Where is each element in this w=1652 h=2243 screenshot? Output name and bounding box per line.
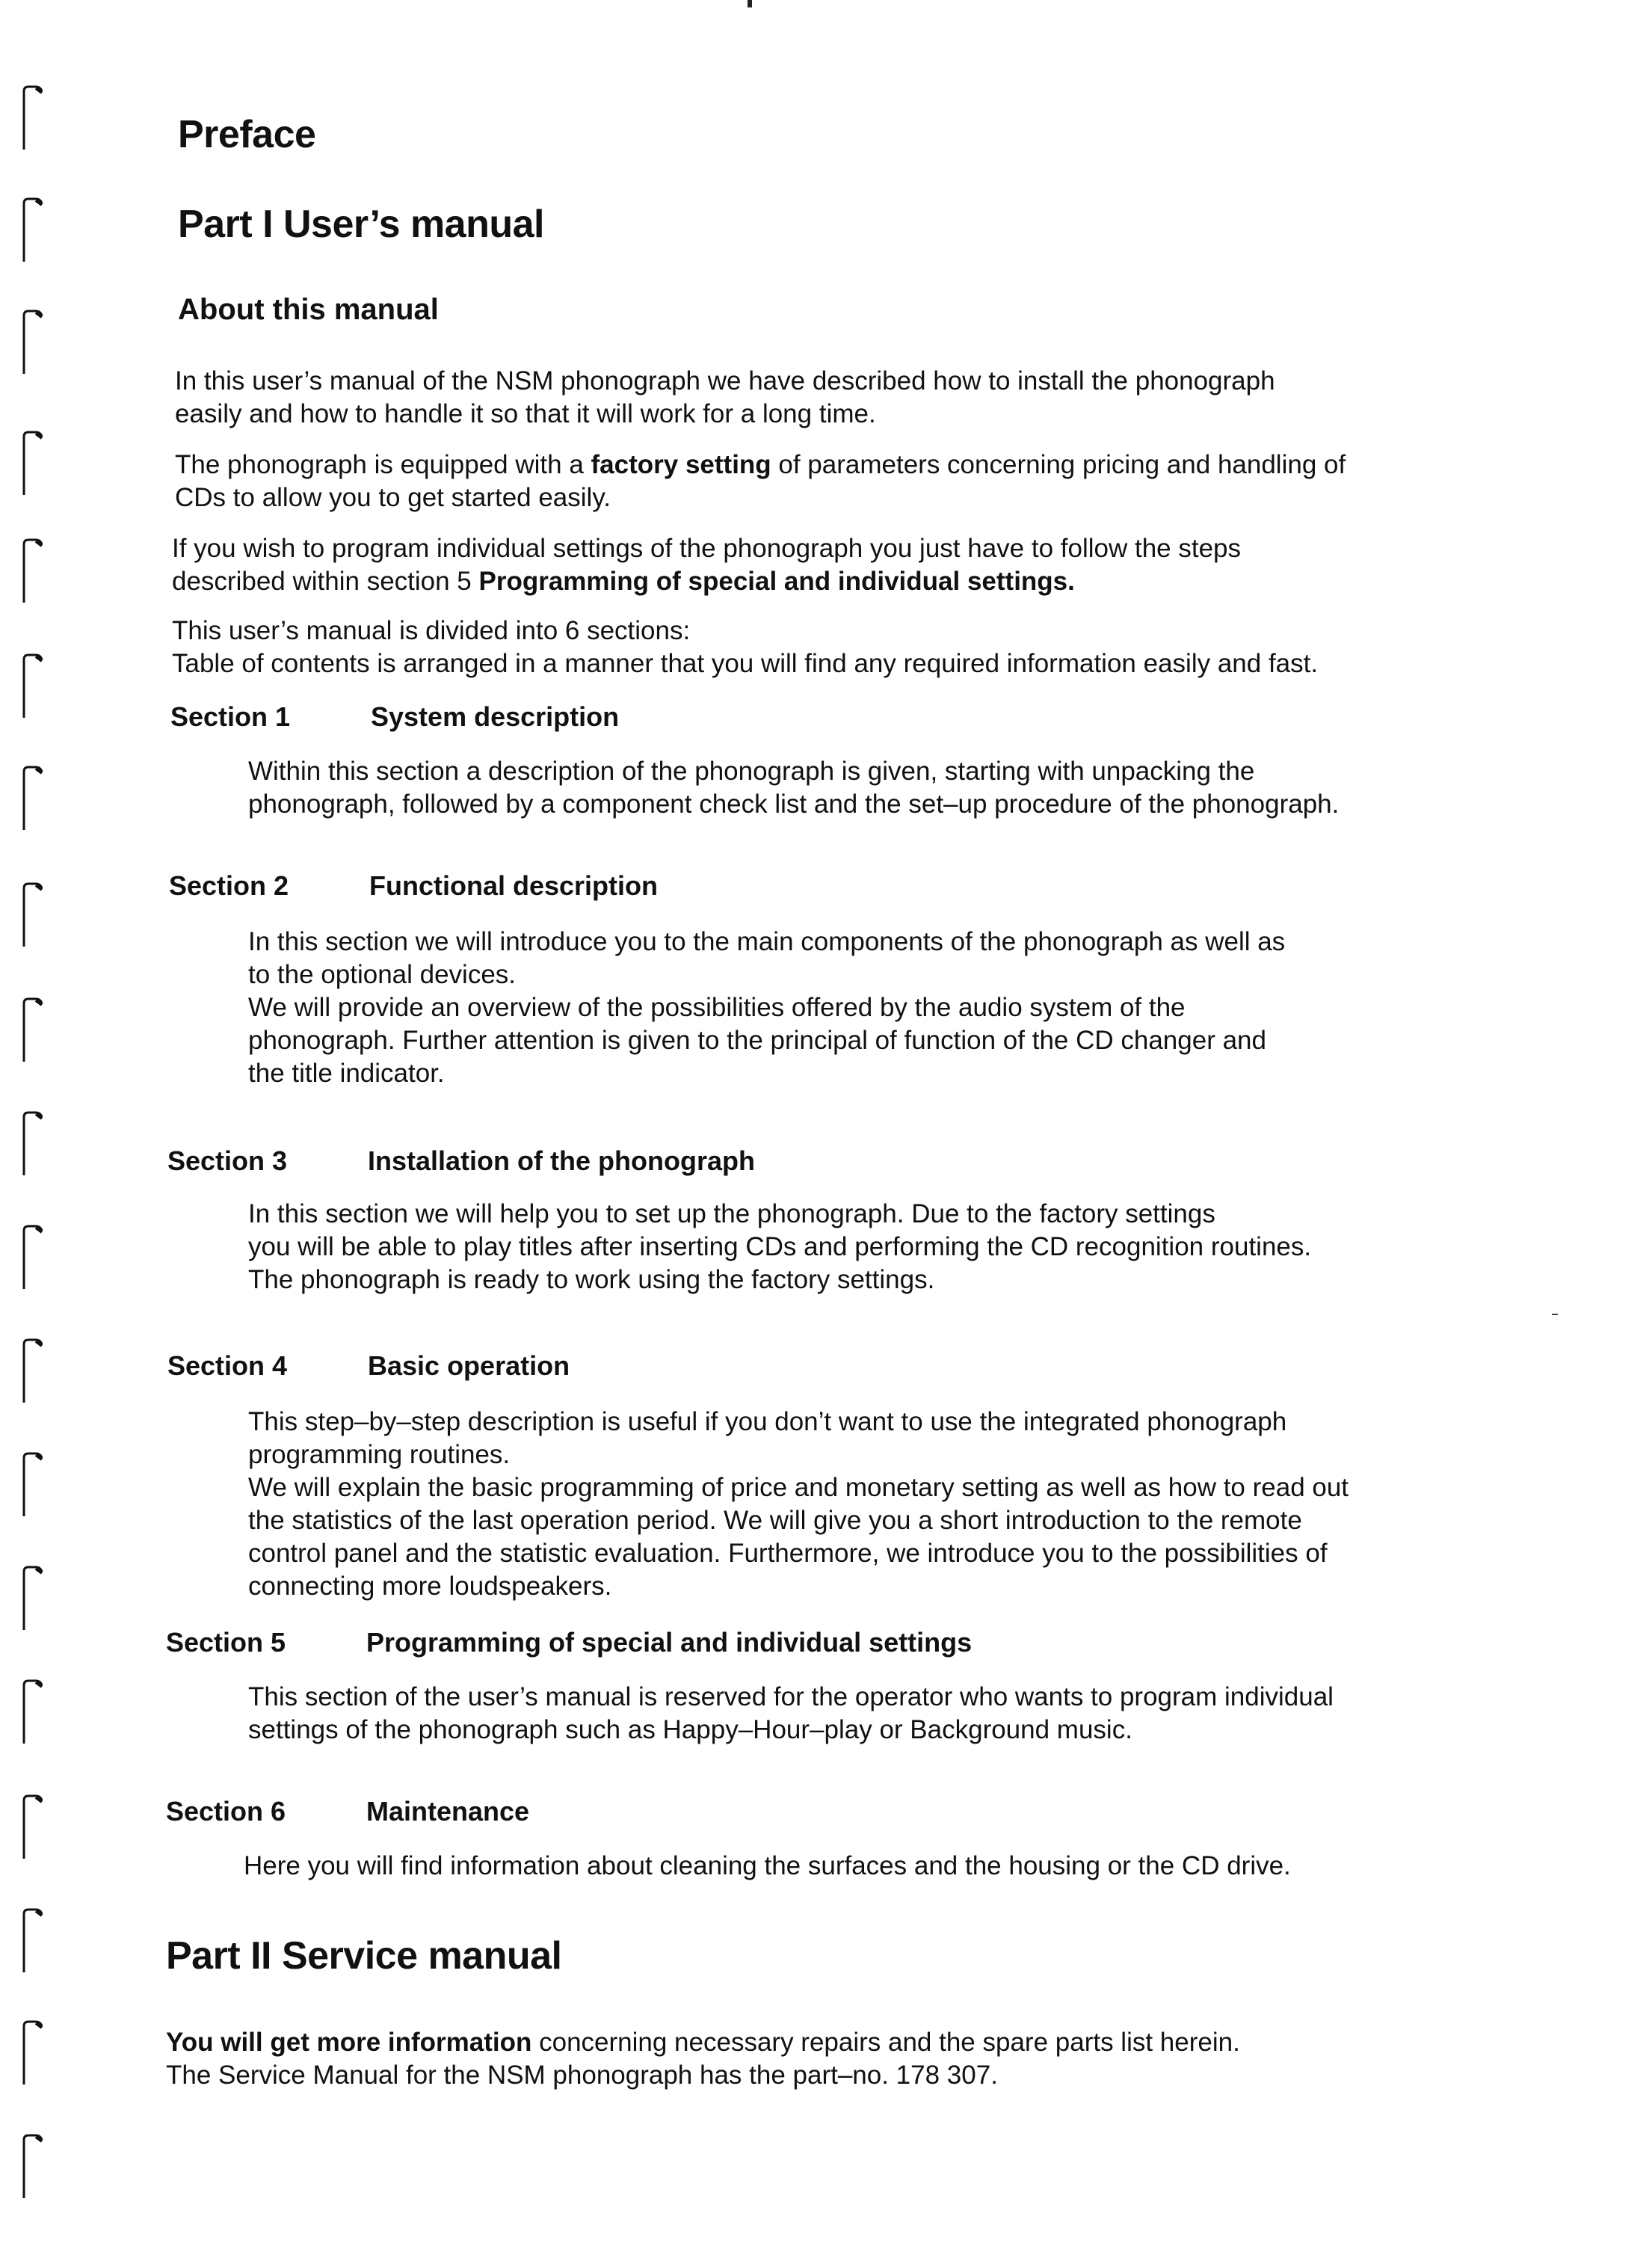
text-line: This step–by–step description is useful if you don’t want to use the integrated phonograph bbox=[248, 1407, 1287, 1436]
section-number: Section 2 bbox=[169, 870, 289, 901]
binder-ring-icon bbox=[19, 1564, 45, 1633]
binder-ring-icon bbox=[19, 1110, 45, 1178]
section-title: System description bbox=[371, 701, 620, 732]
section-title: Installation of the phonograph bbox=[368, 1145, 755, 1176]
text-line bbox=[166, 2026, 1240, 2059]
text-line: connecting more loudspeakers. bbox=[248, 1572, 612, 1601]
section-5-body bbox=[248, 1681, 1334, 1747]
text-line: phonograph, followed by a component check list and the set–up procedure of the phonograph. bbox=[248, 790, 1340, 819]
binder-ring-icon bbox=[19, 764, 45, 833]
intro-paragraph-3 bbox=[172, 532, 1241, 598]
section-5-reference: Programming of special and individual settings. bbox=[478, 567, 1075, 596]
binder-ring-icon bbox=[19, 2019, 45, 2087]
text-line: The phonograph is ready to work using the factory settings. bbox=[248, 1265, 935, 1294]
text-line: Table of contents is arranged in a manner that you will find any required information easily and fast. bbox=[172, 649, 1319, 678]
section-number: Section 5 bbox=[166, 1627, 286, 1658]
section-6-body bbox=[244, 1850, 1291, 1883]
intro-paragraph-1 bbox=[175, 365, 1275, 431]
text-line: In this section we will introduce you to the main components of the phonograph as well as bbox=[248, 927, 1286, 956]
binder-ring-icon bbox=[19, 1450, 45, 1519]
text-line: the title indicator. bbox=[248, 1059, 445, 1088]
text-line bbox=[175, 449, 1346, 481]
factory-setting-term: factory setting bbox=[591, 450, 771, 479]
binder-ring-icon bbox=[19, 196, 45, 265]
text-run: of parameters concerning pricing and handling of bbox=[771, 450, 1346, 479]
text-line: phonograph. Further attention is given to the principal of function of the CD changer and bbox=[248, 1026, 1266, 1055]
section-3-heading bbox=[167, 1145, 755, 1177]
text-line: you will be able to play titles after inserting CDs and performing the CD recognition routines. bbox=[248, 1232, 1312, 1261]
text-line: to the optional devices. bbox=[248, 960, 517, 989]
text-line: We will explain the basic programming of price and monetary setting as well as how to read out bbox=[248, 1473, 1349, 1502]
section-3-body bbox=[248, 1198, 1311, 1296]
text-line: If you wish to program individual settings of the phonograph you just have to follow the steps bbox=[172, 534, 1242, 563]
section-number: Section 4 bbox=[167, 1350, 288, 1381]
text-line: CDs to allow you to get started easily. bbox=[175, 483, 611, 512]
text-line: the statistics of the last operation period. We will give you a short introduction to the remote bbox=[248, 1506, 1302, 1535]
binder-ring-icon bbox=[19, 652, 45, 721]
part1-heading: Part I User’s manual bbox=[178, 203, 544, 246]
text-line: In this section we will help you to set up the phonograph. Due to the factory settings bbox=[248, 1199, 1215, 1228]
section-2-body bbox=[248, 926, 1285, 1090]
service-paragraph bbox=[166, 2026, 1240, 2092]
text-line: This section of the user’s manual is reserved for the operator who wants to program individual bbox=[248, 1682, 1334, 1711]
preface-heading: Preface bbox=[178, 113, 316, 156]
intro-paragraph-2 bbox=[175, 449, 1346, 514]
section-1-heading bbox=[170, 701, 619, 733]
binder-ring-icon bbox=[19, 308, 45, 377]
binder-ring-icon bbox=[19, 1678, 45, 1747]
more-information-term: You will get more information bbox=[166, 2028, 532, 2057]
text-line: This user’s manual is divided into 6 sections: bbox=[172, 616, 691, 645]
section-title: Basic operation bbox=[368, 1350, 570, 1381]
binder-ring-icon bbox=[19, 2132, 45, 2201]
binder-ring-icon bbox=[19, 996, 45, 1065]
about-heading: About this manual bbox=[178, 293, 439, 326]
binder-ring-icon bbox=[19, 1337, 45, 1406]
scan-mark bbox=[1552, 1314, 1558, 1315]
text-line: programming routines. bbox=[248, 1440, 511, 1469]
binder-ring-icon bbox=[19, 1223, 45, 1292]
text-line: In this user’s manual of the NSM phonograph we have described how to install the phonograph bbox=[175, 366, 1275, 396]
text-line: We will provide an overview of the possibilities offered by the audio system of the bbox=[248, 993, 1186, 1022]
section-title: Programming of special and individual settings bbox=[366, 1627, 973, 1658]
section-6-heading bbox=[166, 1796, 529, 1827]
text-line: settings of the phonograph such as Happy–Hour–play or Background music. bbox=[248, 1715, 1132, 1744]
binder-ring-icon bbox=[19, 537, 45, 606]
section-number: Section 1 bbox=[170, 701, 291, 732]
section-number: Section 6 bbox=[166, 1796, 286, 1827]
section-title: Maintenance bbox=[366, 1796, 530, 1827]
section-number: Section 3 bbox=[167, 1145, 288, 1176]
binder-ring-icon bbox=[19, 429, 45, 498]
section-4-heading bbox=[167, 1350, 570, 1382]
scan-mark bbox=[748, 0, 752, 7]
part2-heading: Part II Service manual bbox=[166, 1934, 562, 1978]
text-run: described within section 5 bbox=[172, 567, 479, 596]
section-1-body bbox=[248, 755, 1339, 821]
binder-ring-icon bbox=[19, 1793, 45, 1862]
binder-ring-icon bbox=[19, 84, 45, 153]
intro-paragraph-4 bbox=[172, 615, 1318, 680]
binder-ring-icon bbox=[19, 1907, 45, 1975]
section-5-heading bbox=[166, 1627, 972, 1658]
text-line: control panel and the statistic evaluation. Furthermore, we introduce you to the possibilities of bbox=[248, 1539, 1328, 1568]
section-4-body bbox=[248, 1406, 1349, 1603]
text-run: concerning necessary repairs and the spare parts list herein. bbox=[531, 2028, 1240, 2057]
text-line: easily and how to handle it so that it will work for a long time. bbox=[175, 399, 876, 428]
text-line bbox=[172, 565, 1241, 598]
binder-ring-icon bbox=[19, 881, 45, 950]
section-2-heading bbox=[169, 870, 658, 902]
text-line: The Service Manual for the NSM phonograph has the part–no. 178 307. bbox=[166, 2061, 998, 2090]
section-title: Functional description bbox=[369, 870, 659, 901]
text-line: Here you will find information about cleaning the surfaces and the housing or the CD drive. bbox=[244, 1851, 1291, 1880]
text-line: Within this section a description of the phonograph is given, starting with unpacking the bbox=[248, 757, 1255, 786]
text-run: The phonograph is equipped with a bbox=[175, 450, 591, 479]
